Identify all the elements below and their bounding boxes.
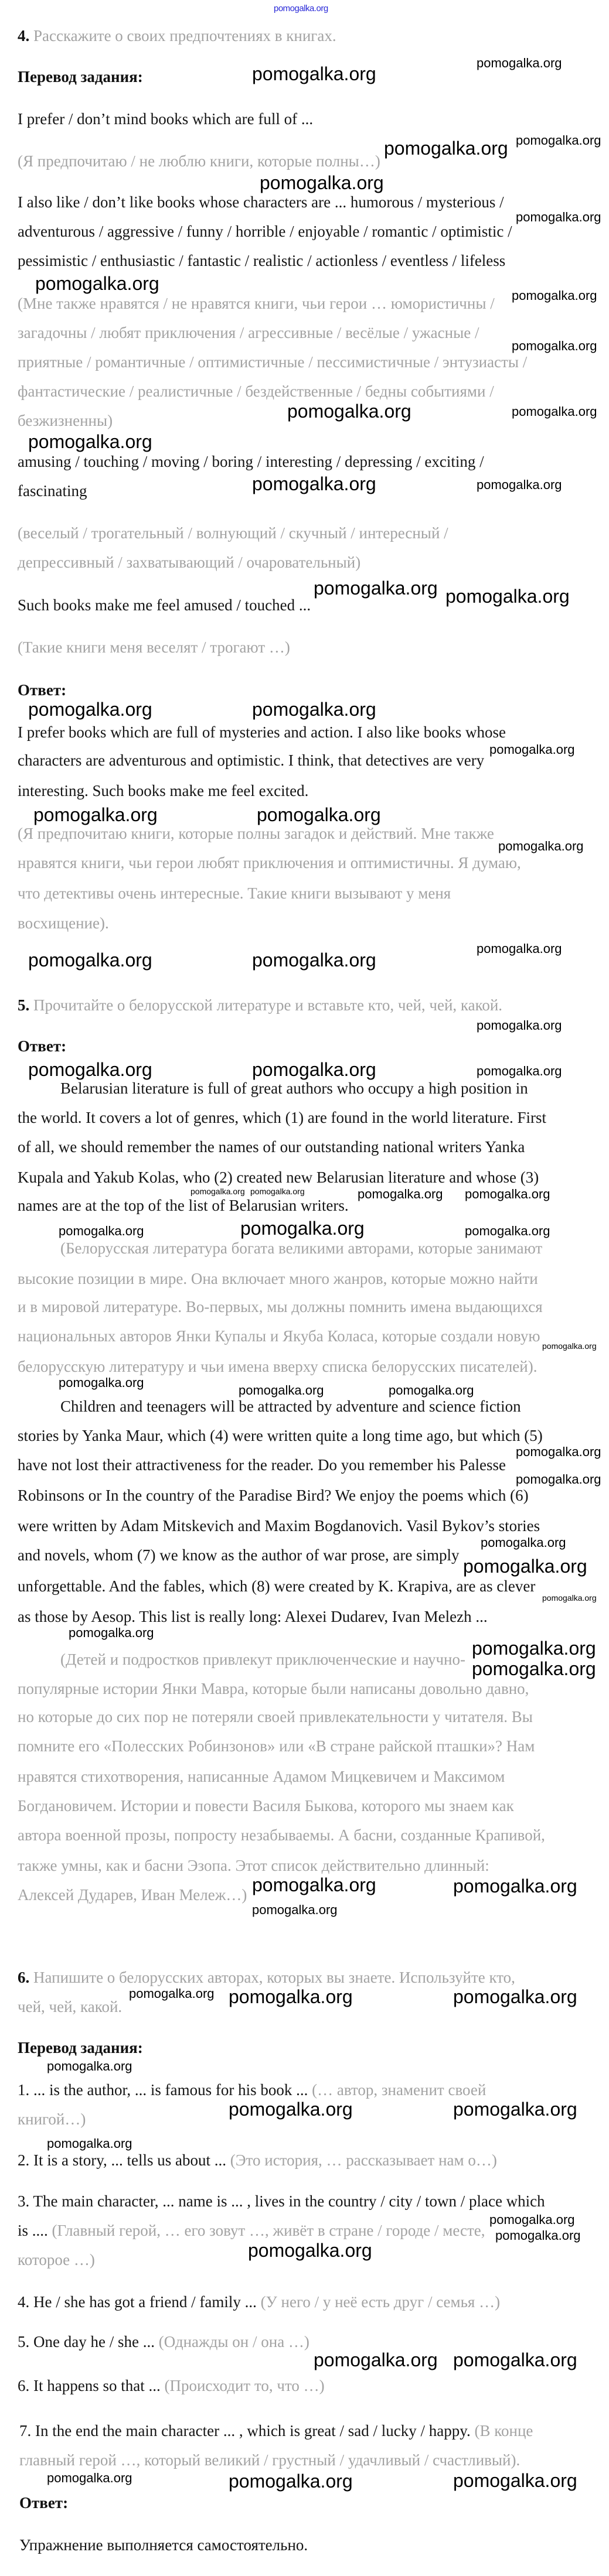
translation-text: но которые до сих пор не потеряли своей привлекательности у читателя. Вы <box>18 1708 533 1726</box>
english-text: the world. It covers a lot of genres, which (1) are found in the world literature. First <box>18 1109 546 1126</box>
watermark: pomogalka.org <box>516 210 601 224</box>
text-line <box>18 384 494 399</box>
english-text: amusing / touching / moving / boring / interesting / depressing / exciting / <box>18 453 484 470</box>
text-line <box>18 296 495 312</box>
watermark: pomogalka.org <box>239 1383 324 1398</box>
english-text: pessimistic / enthusiastic / fantastic / realistic / actionless / eventless / lifeless <box>18 252 506 269</box>
watermark: pomogalka.org <box>489 2212 575 2227</box>
text-line <box>18 1738 535 1754</box>
english-text: Children and teenagers will be attracted by adventure and science fiction <box>60 1398 521 1415</box>
bold-label: Перевод задания: <box>18 68 143 86</box>
watermark: pomogalka.org <box>542 1593 597 1603</box>
text-line <box>18 2252 95 2268</box>
watermark: pomogalka.org <box>252 1902 338 1917</box>
text-line <box>19 2423 533 2439</box>
translation-text: белорусскую литературу и чьи имена вверху списка белорусских писателей). <box>18 1358 537 1375</box>
bold-label: Ответ: <box>18 681 67 699</box>
watermark: pomogalka.org <box>389 1383 474 1398</box>
bold-label: 6. <box>18 1969 30 1986</box>
translation-text: главный герой …, который великий / грустный / удачливый / счастливый). <box>19 2451 520 2469</box>
english-text: 3. The main character, ... name is ... , lives in the country / city / town / place which <box>18 2192 545 2210</box>
text-line <box>18 2223 485 2239</box>
translation-text: Напишите о белорусских авторах, которых вы знаете. Используйте кто, <box>29 1969 515 1986</box>
watermark: pomogalka.org <box>240 1218 365 1239</box>
section-label <box>18 682 66 698</box>
text-line <box>18 1887 247 1903</box>
english-text: Belarusian literature is full of great authors who occupy a high position in <box>60 1079 528 1097</box>
watermark: pomogalka.org <box>495 2228 581 2243</box>
text-line <box>18 855 521 871</box>
bold-label: Ответ: <box>18 1037 67 1055</box>
text-line <box>18 224 512 240</box>
watermark: pomogalka.org <box>453 1875 577 1897</box>
bold-label: Ответ: <box>19 2494 69 2512</box>
translation-text: помните его «Полесских Робинзонов» или «В стране райской пташки»? Нам <box>18 1737 535 1755</box>
translation-text: также умны, как и басни Эзопа. Этот список действительно длинный: <box>18 1857 489 1874</box>
watermark: pomogalka.org <box>69 1625 154 1640</box>
watermark: pomogalka.org <box>129 1986 215 2001</box>
text-line <box>18 1359 537 1375</box>
english-text: Robinsons or In the country of the Paradise Bird? We enjoy the poems which (6) <box>18 1487 529 1504</box>
translation-text: (Белорусская литература богата великими авторами, которые занимают <box>60 1239 543 1257</box>
section-label <box>19 2495 68 2511</box>
text-line <box>19 2537 308 2553</box>
english-text: 2. It is a story, ... tells us about ... <box>18 2151 230 2169</box>
translation-text: (Это история, … рассказывает нам о…) <box>230 2151 497 2169</box>
text-line <box>18 111 313 127</box>
text-line <box>18 555 360 570</box>
text-line <box>18 597 311 613</box>
text-line <box>18 2294 500 2310</box>
text-line <box>18 454 484 470</box>
text-line <box>18 1579 535 1594</box>
text-line <box>18 2082 486 2098</box>
watermark: pomogalka.org <box>59 1224 144 1238</box>
translation-text: (… автор, знаменит своей <box>312 2081 486 2099</box>
text-line <box>18 725 506 740</box>
translation-text: Расскажите о своих предпочтениях в книгах. <box>29 27 336 45</box>
watermark: pomogalka.org <box>229 2099 353 2120</box>
watermark: pomogalka.org <box>252 949 376 971</box>
watermark: pomogalka.org <box>33 804 158 825</box>
watermark: pomogalka.org <box>252 1059 376 1080</box>
watermark: pomogalka.org <box>314 2349 438 2370</box>
watermark: pomogalka.org <box>384 138 508 159</box>
english-text: of all, we should remember the names of our outstanding national writers Yanka <box>18 1138 525 1156</box>
translation-text: нравятся стихотворения, написанные Адамом Мицкевичем и Максимом <box>18 1768 505 1785</box>
translation-text: высокие позиции в мире. Она включает много жанров, которые можно найти <box>18 1270 538 1287</box>
watermark: pomogalka.org <box>257 804 381 825</box>
english-text: were written by Adam Mitskevich and Maxim Bogdanovich. Vasil Bykov’s stories <box>18 1517 540 1535</box>
english-text: have not lost their attractiveness for the reader. Do you remember his Palesse <box>18 1456 506 1474</box>
translation-text: автора военной прозы, попросту незабываемы. А басни, созданные Крапивой, <box>18 1826 545 1844</box>
text-line <box>18 1681 529 1697</box>
translation-text: депрессивный / захватывающий / очаровательный) <box>18 554 361 571</box>
text-line <box>19 2452 520 2468</box>
watermark: pomogalka.org <box>252 699 376 720</box>
watermark: pomogalka.org <box>481 1535 566 1550</box>
text-line <box>18 997 502 1013</box>
text-line <box>18 1139 525 1155</box>
translation-text: которое …) <box>18 2251 95 2268</box>
english-text: and novels, whom (7) we know as the author of war prose, are simply <box>18 1546 460 1564</box>
text-line <box>18 483 87 499</box>
translation-text: нравятся книги, чьи герои любят приключения и оптимистичны. Я думаю, <box>18 854 521 872</box>
watermark: pomogalka.org <box>453 2349 577 2370</box>
english-text: characters are adventurous and optimistic. I think, that detectives are very <box>18 751 485 769</box>
translation-text: (Мне также нравятся / не нравятся книги, чьи герои … юмористичны / <box>18 295 495 312</box>
text-line <box>18 1999 122 2015</box>
translation-text: книгой…) <box>18 2110 86 2128</box>
text-line <box>18 1299 543 1315</box>
section-label <box>18 69 143 85</box>
translation-text: (В конце <box>474 2422 533 2440</box>
text-line <box>18 1170 539 1185</box>
watermark: pomogalka.org <box>47 2136 132 2151</box>
watermark: pomogalka.org <box>453 2470 577 2491</box>
bold-label: Перевод задания: <box>18 2039 143 2056</box>
english-text: Such books make me feel amused / touched ... <box>18 596 311 614</box>
text-line <box>18 1110 546 1126</box>
text-line <box>18 886 451 901</box>
translation-text: (Однажды он / она …) <box>158 2333 309 2350</box>
text-line <box>18 1769 505 1785</box>
watermark: pomogalka.org <box>260 172 384 193</box>
watermark: pomogalka.org <box>465 1224 550 1238</box>
watermark: pomogalka.org <box>512 339 597 353</box>
watermark: pomogalka.org <box>516 1472 601 1487</box>
watermark: pomogalka.org <box>477 1018 562 1033</box>
text-line <box>18 194 504 210</box>
translation-text: (Такие книги меня веселят / трогают …) <box>18 638 290 656</box>
english-text: unforgettable. And the fables, which (8) were created by K. Krapiva, are as clever <box>18 1577 536 1595</box>
watermark: pomogalka.org <box>190 1187 245 1196</box>
bold-label: 5. <box>18 996 30 1014</box>
watermark: pomogalka.org <box>516 133 601 148</box>
text-line <box>18 1457 506 1473</box>
section-label <box>18 1038 66 1054</box>
watermark: pomogalka.org <box>252 473 376 494</box>
english-text: adventurous / aggressive / funny / horrible / enjoyable / romantic / optimistic / <box>18 223 512 240</box>
text-line <box>18 753 484 768</box>
translation-text: приятные / романтичные / оптимистичные / пессимистичные / энтузиасты / <box>18 353 528 371</box>
bold-label: 4. <box>18 27 30 45</box>
text-line <box>18 1271 538 1287</box>
watermark: pomogalka.org <box>358 1187 443 1201</box>
watermark: pomogalka.org <box>28 699 152 720</box>
watermark: pomogalka.org <box>229 1986 353 2007</box>
text-line <box>18 28 336 44</box>
english-text: I also like / don’t like books whose characters are ... humorous / mysterious / <box>18 193 504 211</box>
english-text: as those by Aesop. This list is really long: Alexei Dudarev, Ivan Melezh ... <box>18 1608 488 1625</box>
text-line <box>60 1081 528 1096</box>
watermark: pomogalka.org <box>477 56 562 70</box>
english-text: I prefer / don’t mind books which are full of ... <box>18 110 314 128</box>
text-line <box>18 915 109 931</box>
watermark: pomogalka.org <box>287 401 411 422</box>
english-text: 1. ... is the author, ... is famous for his book ... <box>18 2081 312 2099</box>
watermark: pomogalka.org <box>512 288 597 303</box>
english-text: Kupala and Yakub Kolas, who (2) created new Belarusian literature and whose (3) <box>18 1169 539 1186</box>
watermark: pomogalka.org <box>229 2471 353 2492</box>
text-line <box>18 1970 515 1986</box>
text-line <box>18 1609 488 1625</box>
watermark: pomogalka.org <box>512 404 597 419</box>
translation-text: фантастические / реалистичные / бездейственные / бедны событиями / <box>18 382 494 400</box>
text-line <box>18 413 113 429</box>
watermark: pomogalka.org <box>35 273 159 294</box>
watermark: pomogalka.org <box>453 2099 577 2120</box>
translation-text: Алексей Дударев, Иван Мележ…) <box>18 1886 247 1904</box>
translation-text: Богдановичем. Истории и повести Василя Быкова, которого мы знаем как <box>18 1797 514 1815</box>
translation-text: популярные истории Янки Мавра, которые были написаны довольно давно, <box>18 1680 529 1697</box>
watermark: pomogalka.org <box>314 578 438 599</box>
watermark: pomogalka.org <box>463 1556 587 1577</box>
english-text: stories by Yanka Maur, which (4) were written quite a long time ago, but which (5) <box>18 1427 543 1444</box>
text-line <box>18 1488 529 1504</box>
english-text: 5. One day he / she ... <box>18 2333 159 2350</box>
watermark: pomogalka.org <box>445 586 570 607</box>
watermark: pomogalka.org <box>252 63 376 84</box>
text-line <box>18 1827 545 1843</box>
text-line <box>18 1547 460 1563</box>
english-text: I prefer books which are full of mysteries and action. I also like books whose <box>18 723 506 741</box>
watermark: pomogalka.org <box>477 941 562 956</box>
watermark: pomogalka.org <box>477 1064 562 1078</box>
text-line <box>18 354 527 370</box>
text-line <box>18 2378 325 2394</box>
text-line <box>18 826 494 842</box>
english-text: 7. In the end the main character ... , which is great / sad / lucky / happy. <box>19 2422 475 2440</box>
translation-text: (У него / у неё есть друг / семья …) <box>260 2293 501 2311</box>
english-text: is .... <box>18 2222 52 2239</box>
watermark: pomogalka.org <box>250 1187 305 1196</box>
translation-text: безжизненны) <box>18 412 113 429</box>
translation-text: восхищение). <box>18 914 109 932</box>
watermark: pomogalka.org <box>47 2471 132 2485</box>
translation-text: (Детей и подростков привлекут приключенческие и научно- <box>60 1651 465 1668</box>
text-line <box>18 153 380 169</box>
text-line <box>18 2153 497 2168</box>
text-line <box>60 1241 542 1256</box>
watermark: pomogalka.org <box>47 2059 132 2073</box>
text-line <box>18 1858 489 1874</box>
watermark: pomogalka.org <box>252 1874 376 1895</box>
english-text: fascinating <box>18 482 87 500</box>
english-text: interesting. Such books make me feel excited. <box>18 782 309 800</box>
watermark: pomogalka.org <box>498 839 584 853</box>
text-line <box>18 253 505 269</box>
watermark: pomogalka.org <box>542 1341 597 1351</box>
text-line <box>60 1652 465 1668</box>
translation-text: и в мировой литературе. Во-первых, мы должны помнить имена выдающихся <box>18 1298 543 1316</box>
english-text: 6. It happens so that ... <box>18 2377 165 2394</box>
translation-text: (Главный герой, … его зовут …, живёт в стране / городе / месте, <box>52 2222 485 2239</box>
translation-text: Прочитайте о белорусской литературе и вставьте кто, чей, чей, какой. <box>29 996 503 1014</box>
section-label <box>18 2040 143 2056</box>
text-line <box>18 1428 543 1444</box>
site-link[interactable]: pomogalka.org <box>274 4 328 13</box>
watermark: pomogalka.org <box>477 477 562 492</box>
watermark: pomogalka.org <box>28 1059 152 1080</box>
translation-text: что детективы очень интересные. Такие книги вызывают у меня <box>18 884 451 902</box>
watermark: pomogalka.org <box>28 949 152 971</box>
english-text: 4. He / she has got a friend / family ... <box>18 2293 261 2311</box>
text-line <box>18 1709 533 1725</box>
translation-text: (Я предпочитаю книги, которые полны загадок и действий. Мне также <box>18 825 494 842</box>
text-line <box>18 783 308 799</box>
translation-text: чей, чей, какой. <box>18 1998 123 2015</box>
english-text: Упражнение выполняется самостоятельно. <box>19 2536 308 2554</box>
text-line <box>18 525 448 541</box>
translation-text: загадочны / любят приключения / агрессивные / весёлые / ужасные / <box>18 324 479 341</box>
text-line <box>18 2194 545 2209</box>
watermark: pomogalka.org <box>465 1187 550 1201</box>
translation-text: (Происходит то, что …) <box>164 2377 325 2394</box>
watermark: pomogalka.org <box>248 2240 372 2261</box>
text-line <box>18 1518 540 1534</box>
text-line <box>18 1198 349 1214</box>
watermark: pomogalka.org <box>28 431 152 452</box>
watermark: pomogalka.org <box>472 1638 596 1659</box>
text-line <box>18 1328 540 1344</box>
translation-text: (веселый / трогательный / волнующий / скучный / интересный / <box>18 524 448 542</box>
watermark: pomogalka.org <box>472 1658 596 1679</box>
watermark: pomogalka.org <box>489 742 575 757</box>
text-line <box>60 1399 521 1415</box>
text-line <box>18 640 290 655</box>
watermark: pomogalka.org <box>453 1986 577 2007</box>
watermark: pomogalka.org <box>59 1375 144 1390</box>
translation-text: национальных авторов Янки Купалы и Якуба Коласа, которые создали новую <box>18 1327 540 1345</box>
translation-text: (Я предпочитаю / не люблю книги, которые полны…) <box>18 152 380 170</box>
watermark: pomogalka.org <box>516 1444 601 1459</box>
english-text: names are at the top of the list of Belarusian writers. <box>18 1197 349 1214</box>
text-line <box>18 2112 86 2127</box>
text-line <box>18 1798 514 1814</box>
text-line <box>18 325 479 341</box>
text-line <box>18 2334 309 2350</box>
